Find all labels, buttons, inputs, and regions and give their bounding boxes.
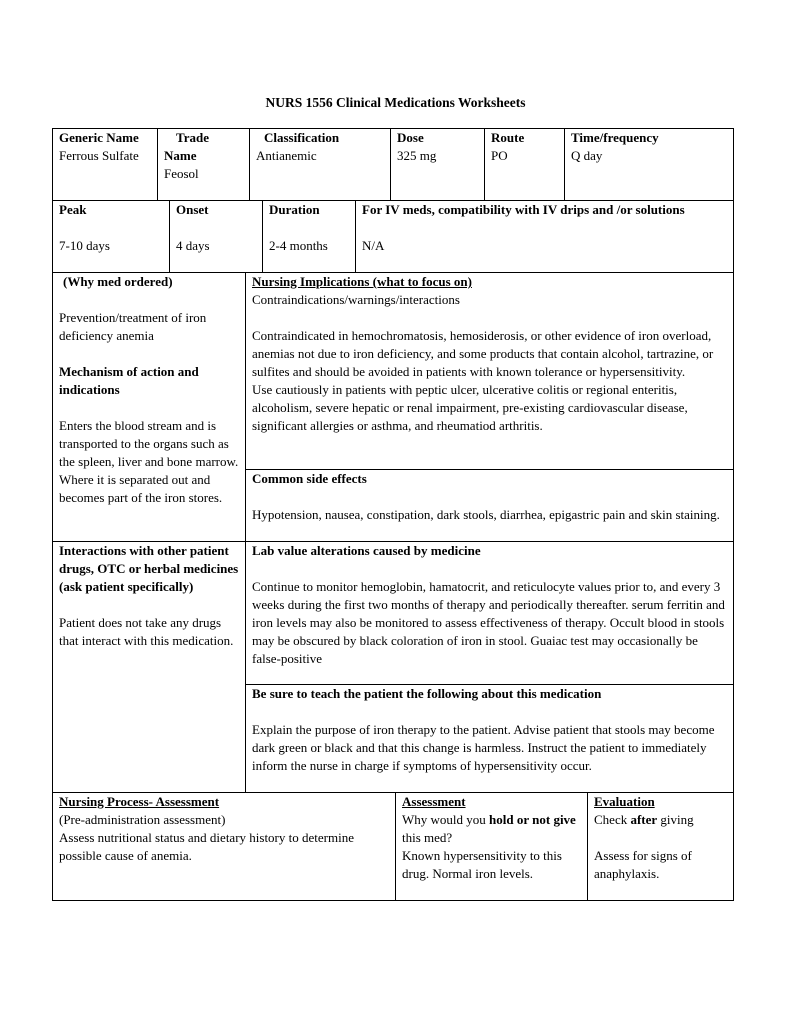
time-frequency-label: Time/frequency (571, 130, 659, 145)
why-ordered-cell (53, 273, 245, 507)
onset-label: Onset (176, 202, 209, 217)
evaluation-value: Assess for signs of anaphylaxis. (594, 848, 692, 881)
lab-values-value: Continue to monitor hemoglobin, hamatocrit, and reticulocyte values prior to, and every 3 weeks during the first two months of therapy and periodically thereafter. serum ferritin and iron levels may also be monitored to assess effectiveness of therapy. Occult blood in stools may be obscured by black coloration of iron in stool. Guaiac test may occasionally be false-positive (252, 579, 725, 666)
interactions-label: Interactions with other patient drugs, OTC or herbal medicines (ask patient specifically) (59, 543, 239, 594)
contraindications-subtitle: Contraindications/warnings/interactions (252, 292, 460, 307)
generic-name-label: Generic Name (59, 130, 139, 145)
side-effects-cell (246, 470, 734, 524)
evaluation-cell (588, 793, 734, 883)
cautions-text: Use cautiously in patients with peptic ulcer, ulcerative colitis or regional enteritis, alcoholism, severe hepatic or renal impairment, pre-existing cardiovascular disease, significant allergies or asthma, and rheumatiod arthritis. (252, 382, 688, 433)
trade-name-cell (158, 129, 249, 183)
duration-cell (263, 201, 355, 255)
nursing-process-subtitle: (Pre-administration assessment) (59, 812, 226, 827)
dose-label: Dose (397, 130, 424, 145)
evaluation-label: Evaluation (594, 794, 655, 809)
side-effects-label: Common side effects (252, 471, 367, 486)
peak-value: 7-10 days (59, 238, 110, 253)
why-ordered-label: (Why med ordered) (63, 274, 173, 289)
generic-name-value: Ferrous Sulfate (59, 148, 139, 163)
assessment-label: Assessment (402, 794, 466, 809)
classification-cell (250, 129, 390, 165)
route-cell (485, 129, 564, 165)
classification-label: Classification (264, 130, 340, 145)
side-effects-value: Hypotension, nausea, constipation, dark stools, diarrhea, epigastric pain and skin staining. (252, 507, 720, 522)
time-frequency-cell (565, 129, 733, 165)
lab-values-cell (246, 542, 734, 668)
evaluation-check: Check after giving (594, 812, 694, 827)
nursing-implications-label: Nursing Implications (what to focus on) (252, 274, 472, 289)
page-title: NURS 1556 Clinical Medications Worksheets (265, 95, 526, 110)
generic-name-cell (53, 129, 157, 165)
iv-compatibility-label: For IV meds, compatibility with IV drips and /or solutions (362, 202, 685, 217)
patient-teaching-cell (246, 685, 734, 775)
route-label: Route (491, 130, 525, 145)
nursing-process-cell (53, 793, 395, 865)
dose-value: 325 mg (397, 148, 437, 163)
duration-label: Duration (269, 202, 320, 217)
mechanism-label: Mechanism of action and indications (59, 364, 199, 397)
nursing-process-value: Assess nutritional status and dietary history to determine possible cause of anemia. (59, 830, 354, 863)
interactions-cell (53, 542, 245, 650)
mechanism-value: Enters the blood stream and is transported to the organs such as the spleen, liver and bone marrow. Where it is separated out and becomes part of the iron stores. (59, 418, 239, 505)
nursing-implications-cell (246, 273, 734, 435)
assessment-question: Why would you hold or not give this med? (402, 812, 576, 845)
onset-value: 4 days (176, 238, 210, 253)
interactions-value: Patient does not take any drugs that interact with this medication. (59, 615, 234, 648)
assessment-value: Known hypersensitivity to this drug. Normal iron levels. (402, 848, 562, 881)
nursing-process-label: Nursing Process- Assessment (59, 794, 220, 809)
patient-teaching-label: Be sure to teach the patient the following about this medication (252, 686, 602, 701)
iv-compatibility-cell (356, 201, 733, 255)
why-ordered-value: Prevention/treatment of iron deficiency anemia (59, 310, 207, 343)
dose-cell (391, 129, 484, 165)
peak-label: Peak (59, 202, 87, 217)
assessment-cell (396, 793, 587, 883)
trade-name-label: Trade Name (164, 130, 209, 163)
trade-name-value: Feosol (164, 166, 199, 181)
onset-cell (170, 201, 262, 255)
patient-teaching-value: Explain the purpose of iron therapy to the patient. Advise patient that stools may become dark green or black and that this change is harmless. Instruct the patient to immediately inform the nurse in charge if symptoms of hypersensitivity occur. (252, 722, 715, 773)
contraindications-text: Contraindicated in hemochromatosis, hemosiderosis, or other evidence of iron overload, anemias not due to iron deficiency, and some products that contain alcohol, tartrazine, or sulfites and should be avoided in patients with known tolerance or hypersensitivity. (252, 328, 714, 379)
route-value: PO (491, 148, 508, 163)
time-frequency-value: Q day (571, 148, 603, 163)
classification-value: Antianemic (256, 148, 317, 163)
duration-value: 2-4 months (269, 238, 328, 253)
iv-compatibility-value: N/A (362, 238, 385, 253)
lab-values-label: Lab value alterations caused by medicine (252, 543, 481, 558)
peak-cell (53, 201, 169, 255)
